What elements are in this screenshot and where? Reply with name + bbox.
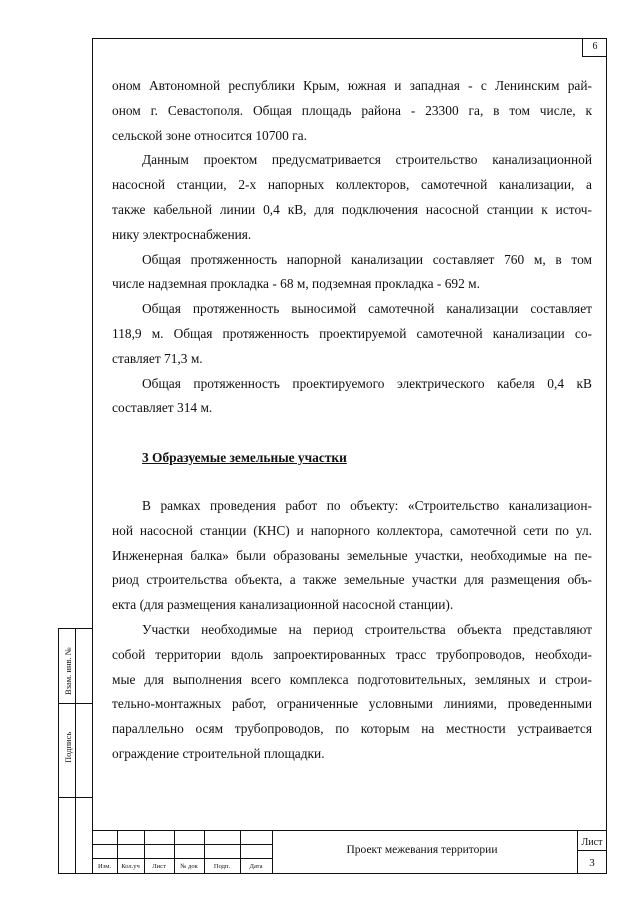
text-line: Общая протяженность напорной канализации составляет 760 м, в том bbox=[142, 251, 592, 267]
text-line: составляет 314 м. bbox=[112, 400, 213, 416]
text-line: мые для выполнения всего комплекса подготовительных, земляных и строи- bbox=[112, 671, 592, 687]
document-body-section-3 bbox=[112, 494, 592, 767]
sheet-number: 3 bbox=[589, 857, 595, 869]
title-block bbox=[92, 830, 607, 874]
paragraph-4 bbox=[112, 297, 592, 371]
text-line: сельской зоне относится 10700 га. bbox=[112, 127, 307, 143]
document-body bbox=[112, 74, 592, 421]
text-line: Инженерная балка» были образованы земельные участки, необходимые на пе- bbox=[112, 547, 592, 563]
text-line: Общая протяженность выносимой самотечной канализации составляет bbox=[142, 301, 592, 317]
document-title: Проект межевания территории bbox=[346, 844, 498, 856]
text-line: также кабельной линии 0,4 кВ, для подключения насосной станции к источ- bbox=[112, 201, 592, 217]
text-line: оном г. Севастополя. Общая площадь района - 23300 га, в том числе, к bbox=[112, 102, 592, 118]
sheet-label: Лист bbox=[581, 837, 603, 848]
text-line: насосной станции, 2-х напорных коллекторов, самотечной канализации, а bbox=[112, 177, 592, 193]
corner-page-number: 6 bbox=[582, 38, 607, 57]
text-line: тельно-монтажных работ, ограниченные условными линиями, проведенными bbox=[112, 696, 592, 712]
text-line: риод строительства объекта, а также земельные участки для размещения объ- bbox=[112, 572, 592, 588]
tb-col-list: Лист bbox=[152, 863, 166, 870]
paragraph-6 bbox=[112, 494, 592, 618]
text-line: ставляет 71,3 м. bbox=[112, 350, 203, 366]
section-heading: 3 Образуемые земельные участки bbox=[142, 450, 347, 465]
text-line: Данным проектом предусматривается строительство канализационной bbox=[142, 152, 592, 168]
paragraph-7 bbox=[112, 618, 592, 767]
text-line: собой территории вдоль запроектированных трасс трубопроводов, необходи- bbox=[112, 646, 592, 662]
paragraph-1 bbox=[112, 74, 592, 148]
paragraph-5 bbox=[112, 372, 592, 422]
side-stamp-vzam-label: Взам. инв. № bbox=[63, 647, 73, 695]
tb-col-izm: Изм. bbox=[98, 863, 111, 870]
side-stamp bbox=[58, 628, 92, 874]
side-stamp-hline bbox=[59, 797, 93, 798]
tb-col-signature: Подп. bbox=[213, 863, 231, 870]
paragraph-2 bbox=[112, 148, 592, 247]
text-line: В рамках проведения работ по объекту: «Строительство канализацион- bbox=[142, 498, 592, 513]
side-stamp-hline bbox=[59, 703, 93, 704]
text-line: Участки необходимые на период строительства объекта представляют bbox=[142, 621, 592, 637]
paragraph-3 bbox=[112, 248, 592, 298]
text-line: числе надземная прокладка - 68 м, подземная прокладка - 692 м. bbox=[112, 276, 480, 292]
text-line: ной насосной станции (КНС) и напорного коллектора, самотечной сети по ул. bbox=[112, 522, 592, 538]
text-line: нику электроснабжения. bbox=[112, 226, 252, 242]
tb-col-date: Дата bbox=[249, 863, 263, 870]
tb-col-doc-number: № док bbox=[180, 863, 198, 870]
text-line: оном Автономной республики Крым, южная и западная - с Ленинским рай- bbox=[112, 78, 592, 93]
side-stamp-signature-label: Подпись bbox=[63, 731, 73, 763]
tb-col-kol-uch: Кол.уч bbox=[121, 863, 140, 870]
text-line: 118,9 м. Общая протяженность проектируемой самотечной канализации со- bbox=[112, 325, 592, 341]
text-line: ограждение строительной площадки. bbox=[112, 745, 325, 761]
text-line: параллельно осям трубопроводов, по которым на местности устраивается bbox=[112, 721, 592, 737]
side-stamp-divider bbox=[75, 629, 76, 873]
text-line: екта (для размещения канализационной насосной станции). bbox=[112, 597, 454, 613]
text-line: Общая протяженность проектируемого электрического кабеля 0,4 кВ bbox=[142, 375, 592, 391]
